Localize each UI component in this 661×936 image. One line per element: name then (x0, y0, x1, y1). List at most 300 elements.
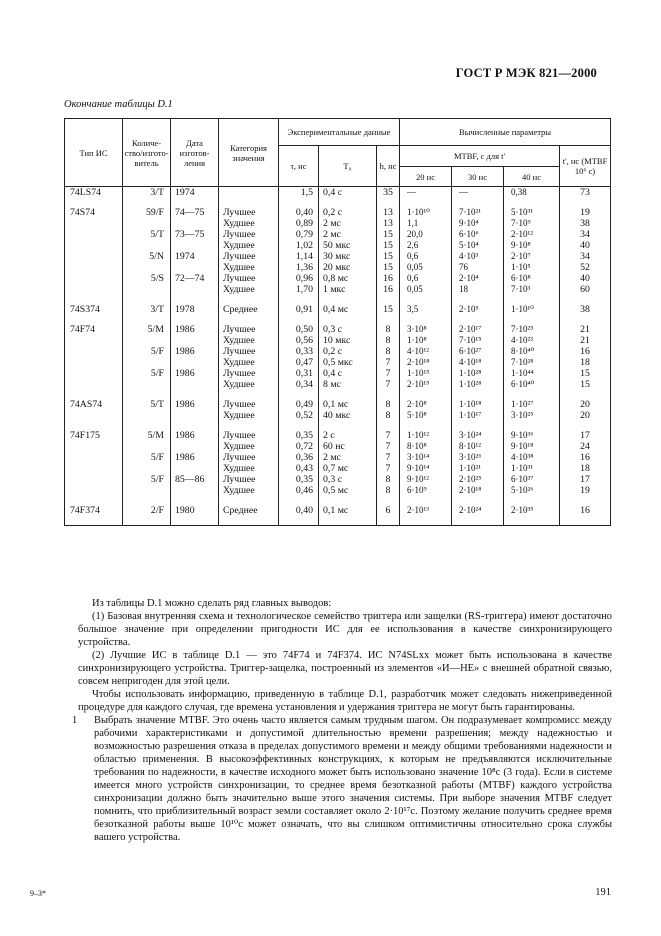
cell-mtbf-30ns: 1·10¹⁷ (452, 410, 504, 421)
cell-t0 (319, 295, 377, 304)
cell-mtbf-20ns: 0,05 (400, 284, 452, 295)
cell-mtbf-30ns: 2·10²⁵ (452, 474, 504, 485)
table-caption: Окончание таблицы D.1 (64, 99, 173, 110)
table-row (65, 251, 611, 262)
cell-mtbf-40ns (504, 516, 560, 526)
cell-tprime (560, 295, 611, 304)
cell-tau: 0,91 (279, 304, 319, 315)
cell-date: 1986 (171, 399, 219, 410)
cell-qty: 3/T (123, 304, 171, 315)
cell-mtbf-20ns (400, 198, 452, 207)
cell-mtbf-20ns: 4·10¹² (400, 346, 452, 357)
cell-mtbf-40ns (504, 315, 560, 324)
cell-mtbf-20ns (400, 295, 452, 304)
cell-t0: 0,2 с (319, 346, 377, 357)
cell-t0: 2 мс (319, 218, 377, 229)
cell-tprime: 73 (560, 187, 611, 199)
cell-category: Худшее (219, 357, 279, 368)
paragraph-text: Чтобы использовать информацию, приведенную в таблице D.1, разработчик может следовать нижеприведенной процедуре для каждого случая, где времена установления и удержания триггера не могут быть гарантированы. (78, 689, 612, 713)
cell-type (65, 485, 123, 496)
cell-tprime (560, 421, 611, 430)
footer-mark: 9–3* (30, 889, 46, 898)
cell-qty (123, 485, 171, 496)
cell-type (65, 198, 123, 207)
cell-date (171, 284, 219, 295)
cell-date (171, 295, 219, 304)
cell-date: 1974 (171, 251, 219, 262)
cell-tau: 0,40 (279, 505, 319, 516)
cell-mtbf-30ns: 6·10²⁷ (452, 346, 504, 357)
cell-t0: 0,4 мс (319, 304, 377, 315)
cell-mtbf-30ns: 3·10²⁴ (452, 430, 504, 441)
table-row (65, 262, 611, 273)
cell-tau (279, 421, 319, 430)
cell-t0: 2 с (319, 430, 377, 441)
table-row (65, 441, 611, 452)
cell-h: 7 (377, 452, 400, 463)
cell-tau: 0,52 (279, 410, 319, 421)
cell-type (65, 315, 123, 324)
cell-t0: 0,3 с (319, 474, 377, 485)
table-spacer-row (65, 198, 611, 207)
cell-h: 13 (377, 207, 400, 218)
body-text (72, 597, 612, 844)
cell-date: 74—75 (171, 207, 219, 218)
header-t0: T₀ (319, 146, 377, 187)
cell-mtbf-30ns: 76 (452, 262, 504, 273)
cell-tau: 0,40 (279, 207, 319, 218)
cell-mtbf-30ns (452, 198, 504, 207)
header-tprime: t', нс (MTBF 10⁶ с) (560, 146, 611, 187)
cell-category: Худшее (219, 485, 279, 496)
header-qty: Количе-ство/изгото-витель (123, 119, 171, 187)
table-row (65, 485, 611, 496)
table-row (65, 399, 611, 410)
cell-tau: 1,5 (279, 187, 319, 199)
cell-tau: 0,72 (279, 441, 319, 452)
cell-mtbf-20ns: 20,0 (400, 229, 452, 240)
cell-mtbf-40ns: 1·10¹⁰ (504, 304, 560, 315)
cell-qty (123, 379, 171, 390)
cell-tau: 1,02 (279, 240, 319, 251)
cell-type: 74LS74 (65, 187, 123, 199)
cell-date (171, 410, 219, 421)
header-mtbf: MTBF, с для t' (400, 146, 560, 167)
cell-mtbf-30ns (452, 295, 504, 304)
cell-type (65, 379, 123, 390)
cell-date: 73—75 (171, 229, 219, 240)
cell-t0: 2 мс (319, 452, 377, 463)
cell-tprime: 16 (560, 452, 611, 463)
cell-h (377, 295, 400, 304)
cell-h: 7 (377, 368, 400, 379)
cell-date (171, 390, 219, 399)
cell-category: Лучшее (219, 430, 279, 441)
cell-category: Худшее (219, 379, 279, 390)
cell-date: 1986 (171, 430, 219, 441)
cell-h (377, 421, 400, 430)
cell-h: 8 (377, 346, 400, 357)
cell-tprime: 18 (560, 357, 611, 368)
cell-tau: 0,31 (279, 368, 319, 379)
cell-tau: 0,36 (279, 452, 319, 463)
cell-t0: 40 мкс (319, 410, 377, 421)
cell-category: Лучшее (219, 207, 279, 218)
cell-mtbf-30ns: 6·10⁶ (452, 229, 504, 240)
cell-category: Худшее (219, 463, 279, 474)
cell-type (65, 284, 123, 295)
cell-tprime: 15 (560, 368, 611, 379)
cell-type (65, 346, 123, 357)
cell-date: 85—86 (171, 474, 219, 485)
cell-tau: 0,56 (279, 335, 319, 346)
cell-type: 74F74 (65, 324, 123, 335)
cell-t0: 0,1 мс (319, 399, 377, 410)
cell-qty: 5/M (123, 324, 171, 335)
header-date: Дата изготов-ления (171, 119, 219, 187)
cell-type (65, 273, 123, 284)
table-row (65, 273, 611, 284)
cell-category: Лучшее (219, 273, 279, 284)
cell-qty: 59/F (123, 207, 171, 218)
cell-tau (279, 315, 319, 324)
header-tau: τ, нс (279, 146, 319, 187)
cell-mtbf-20ns: 1·10⁸ (400, 335, 452, 346)
cell-tau: 1,70 (279, 284, 319, 295)
cell-mtbf-20ns (400, 496, 452, 505)
cell-tprime: 40 (560, 273, 611, 284)
cell-tprime (560, 198, 611, 207)
cell-mtbf-40ns: 9·10⁸ (504, 240, 560, 251)
cell-h: 13 (377, 218, 400, 229)
cell-mtbf-40ns: 2·10¹² (504, 229, 560, 240)
cell-t0: 0,4 с (319, 187, 377, 199)
cell-category (219, 198, 279, 207)
cell-qty (123, 390, 171, 399)
cell-qty (123, 410, 171, 421)
cell-mtbf-20ns: 1,1 (400, 218, 452, 229)
cell-mtbf-40ns: 6·10⁴⁰ (504, 379, 560, 390)
cell-mtbf-40ns: 5·10²⁶ (504, 485, 560, 496)
cell-tau: 0,46 (279, 485, 319, 496)
cell-mtbf-40ns: 6·10⁸ (504, 273, 560, 284)
cell-tprime: 19 (560, 207, 611, 218)
cell-mtbf-20ns: 0,05 (400, 262, 452, 273)
cell-tprime: 17 (560, 474, 611, 485)
cell-h: 15 (377, 262, 400, 273)
cell-mtbf-40ns: 7·10³ (504, 284, 560, 295)
cell-date: 1986 (171, 324, 219, 335)
table-row (65, 218, 611, 229)
paragraph-text: Из таблицы D.1 можно сделать ряд главных выводов: (92, 598, 332, 609)
cell-tprime: 38 (560, 304, 611, 315)
cell-category: Лучшее (219, 346, 279, 357)
cell-qty: 5/F (123, 368, 171, 379)
header-20ns: 20 нс (400, 167, 452, 187)
cell-qty: 5/F (123, 474, 171, 485)
cell-mtbf-20ns: 1·10¹⁰ (400, 207, 452, 218)
cell-qty (123, 421, 171, 430)
cell-mtbf-20ns (400, 315, 452, 324)
cell-tprime: 40 (560, 240, 611, 251)
cell-date (171, 262, 219, 273)
cell-mtbf-40ns: 4·10³⁸ (504, 452, 560, 463)
cell-tprime: 34 (560, 229, 611, 240)
cell-mtbf-40ns (504, 390, 560, 399)
paragraph (78, 610, 612, 649)
table-row (65, 410, 611, 421)
table-body (65, 187, 611, 526)
table-row (65, 229, 611, 240)
paragraph-text: (2) Лучшие ИС в таблице D.1 — это 74F74 и 74F374. ИС N74SLxx может быть использована в качестве синхронизирующего устройства. Триггер-защелка, построенный из элементов «И—НЕ» с внешней обратной связью, совсем непригоден для этой цели. (78, 650, 612, 687)
header-30ns: 30 нс (452, 167, 504, 187)
cell-date (171, 463, 219, 474)
cell-type (65, 421, 123, 430)
cell-mtbf-20ns: 2·10⁸ (400, 399, 452, 410)
cell-qty: 5/S (123, 273, 171, 284)
paragraph-text: (1) Базовая внутренняя схема и технологическое семейство триггера или защелки (RS-триггера) имеют достаточно большое значение при определении пригодности ИС для ее использования в качестве синхронизирующего устройства. (78, 611, 612, 648)
cell-date (171, 198, 219, 207)
cell-tau: 0,79 (279, 229, 319, 240)
cell-mtbf-40ns: 9·10¹⁸ (504, 441, 560, 452)
cell-mtbf-20ns: 0,6 (400, 251, 452, 262)
cell-h (377, 198, 400, 207)
cell-mtbf-30ns: — (452, 187, 504, 199)
cell-mtbf-40ns: 4·10²³ (504, 335, 560, 346)
table-row (65, 187, 611, 199)
cell-category (219, 295, 279, 304)
table-spacer-row (65, 421, 611, 430)
cell-type (65, 410, 123, 421)
table-row (65, 346, 611, 357)
cell-date (171, 485, 219, 496)
cell-tau (279, 496, 319, 505)
cell-type: 74AS74 (65, 399, 123, 410)
cell-qty: 5/F (123, 452, 171, 463)
cell-category: Лучшее (219, 251, 279, 262)
cell-date (171, 357, 219, 368)
cell-qty (123, 516, 171, 526)
cell-qty (123, 335, 171, 346)
cell-h: 7 (377, 430, 400, 441)
cell-qty (123, 295, 171, 304)
cell-tau: 1,36 (279, 262, 319, 273)
cell-qty (123, 441, 171, 452)
cell-tprime: 21 (560, 324, 611, 335)
cell-mtbf-40ns: 7·10²⁵ (504, 324, 560, 335)
cell-mtbf-20ns: 2·10¹³ (400, 505, 452, 516)
table-row (65, 430, 611, 441)
cell-category: Лучшее (219, 229, 279, 240)
cell-mtbf-30ns (452, 315, 504, 324)
cell-t0: 0,3 с (319, 324, 377, 335)
cell-date (171, 496, 219, 505)
table-row (65, 474, 611, 485)
cell-mtbf-20ns: 6·10⁹ (400, 485, 452, 496)
cell-mtbf-40ns (504, 496, 560, 505)
cell-h (377, 315, 400, 324)
cell-date (171, 218, 219, 229)
cell-tprime: 19 (560, 485, 611, 496)
table-spacer-row (65, 295, 611, 304)
cell-category: Среднее (219, 304, 279, 315)
cell-tprime: 18 (560, 463, 611, 474)
cell-mtbf-40ns (504, 198, 560, 207)
cell-category: Лучшее (219, 324, 279, 335)
cell-h (377, 390, 400, 399)
cell-date: 1978 (171, 304, 219, 315)
cell-qty (123, 463, 171, 474)
cell-type (65, 516, 123, 526)
cell-mtbf-40ns: 9·10³⁶ (504, 430, 560, 441)
cell-h: 8 (377, 399, 400, 410)
cell-category (219, 496, 279, 505)
cell-date: 1986 (171, 368, 219, 379)
cell-tprime (560, 390, 611, 399)
header-experimental: Экспериментальные данные (279, 119, 400, 146)
table-spacer-row (65, 496, 611, 505)
cell-mtbf-40ns: 2·10³⁵ (504, 505, 560, 516)
table-row (65, 505, 611, 516)
cell-tprime: 60 (560, 284, 611, 295)
cell-date (171, 379, 219, 390)
paragraph (78, 649, 612, 688)
cell-t0: 0,1 мс (319, 505, 377, 516)
cell-h: 15 (377, 304, 400, 315)
cell-mtbf-20ns (400, 516, 452, 526)
cell-h: 8 (377, 410, 400, 421)
cell-t0: 0,7 мс (319, 463, 377, 474)
cell-qty (123, 496, 171, 505)
cell-mtbf-40ns: 0,38 (504, 187, 560, 199)
cell-h (377, 496, 400, 505)
cell-tau: 0,50 (279, 324, 319, 335)
cell-mtbf-40ns: 1·10⁴⁴ (504, 368, 560, 379)
cell-category: Лучшее (219, 474, 279, 485)
cell-tau (279, 390, 319, 399)
header-type: Тип ИС (65, 119, 123, 187)
cell-mtbf-30ns: 1·10¹⁸ (452, 399, 504, 410)
cell-mtbf-30ns: 4·10¹⁸ (452, 357, 504, 368)
cell-t0 (319, 315, 377, 324)
table-spacer-row (65, 516, 611, 526)
cell-mtbf-30ns: 8·10¹² (452, 441, 504, 452)
cell-category: Среднее (219, 505, 279, 516)
cell-mtbf-20ns: 2·10¹⁸ (400, 357, 452, 368)
cell-h: 7 (377, 463, 400, 474)
cell-mtbf-20ns: 1·10¹⁵ (400, 368, 452, 379)
cell-h: 8 (377, 474, 400, 485)
cell-h: 6 (377, 505, 400, 516)
cell-t0: 8 мс (319, 379, 377, 390)
cell-h: 16 (377, 284, 400, 295)
cell-type (65, 390, 123, 399)
cell-t0 (319, 198, 377, 207)
cell-tau: 0,47 (279, 357, 319, 368)
cell-tprime: 15 (560, 379, 611, 390)
cell-tau: 0,34 (279, 379, 319, 390)
cell-t0: 0,5 мс (319, 485, 377, 496)
cell-t0: 1 мкс (319, 284, 377, 295)
header-h: h, нс (377, 146, 400, 187)
table-row (65, 304, 611, 315)
cell-tprime: 38 (560, 218, 611, 229)
cell-type (65, 496, 123, 505)
cell-mtbf-30ns: 2·10⁴ (452, 273, 504, 284)
cell-type (65, 368, 123, 379)
cell-type (65, 295, 123, 304)
header-40ns: 40 нс (504, 167, 560, 187)
cell-mtbf-40ns: 1·10³¹ (504, 463, 560, 474)
cell-category (219, 421, 279, 430)
cell-category: Худшее (219, 262, 279, 273)
cell-category (219, 315, 279, 324)
header-calculated: Вычисленные параметры (400, 119, 611, 146)
cell-tprime: 52 (560, 262, 611, 273)
cell-category: Лучшее (219, 399, 279, 410)
cell-date: 1974 (171, 187, 219, 199)
cell-type (65, 262, 123, 273)
cell-t0: 50 мкс (319, 240, 377, 251)
cell-mtbf-30ns: 3·10²⁶ (452, 452, 504, 463)
cell-h: 35 (377, 187, 400, 199)
cell-type (65, 463, 123, 474)
cell-qty: 5/M (123, 430, 171, 441)
cell-t0 (319, 516, 377, 526)
cell-h: 16 (377, 273, 400, 284)
cell-tau: 0,35 (279, 474, 319, 485)
cell-h: 8 (377, 335, 400, 346)
cell-qty: 5/T (123, 399, 171, 410)
cell-tprime (560, 496, 611, 505)
cell-qty (123, 262, 171, 273)
cell-mtbf-30ns: 1·10²⁸ (452, 368, 504, 379)
cell-mtbf-30ns: 7·10¹⁵ (452, 335, 504, 346)
table-row (65, 284, 611, 295)
cell-mtbf-20ns: 3·10¹⁴ (400, 452, 452, 463)
cell-category: Худшее (219, 284, 279, 295)
paragraph (78, 597, 612, 610)
cell-tprime: 16 (560, 505, 611, 516)
cell-mtbf-40ns: 7·10⁹ (504, 218, 560, 229)
cell-date: 1986 (171, 452, 219, 463)
cell-type (65, 218, 123, 229)
cell-mtbf-30ns: 4·10³ (452, 251, 504, 262)
list-number: 1 (72, 715, 78, 726)
cell-mtbf-30ns: 18 (452, 284, 504, 295)
cell-mtbf-20ns: 0,6 (400, 273, 452, 284)
cell-type: 74F175 (65, 430, 123, 441)
cell-mtbf-30ns: 5·10⁴ (452, 240, 504, 251)
cell-h: 8 (377, 485, 400, 496)
cell-category (219, 516, 279, 526)
cell-category (219, 187, 279, 199)
cell-tau (279, 198, 319, 207)
cell-t0 (319, 421, 377, 430)
cell-date (171, 516, 219, 526)
cell-mtbf-20ns (400, 390, 452, 399)
cell-mtbf-30ns: 7·10²¹ (452, 207, 504, 218)
cell-tau: 0,49 (279, 399, 319, 410)
cell-category: Худшее (219, 441, 279, 452)
cell-t0: 0,5 мкс (319, 357, 377, 368)
table-spacer-row (65, 315, 611, 324)
cell-mtbf-40ns (504, 421, 560, 430)
cell-mtbf-40ns: 8·10⁴⁰ (504, 346, 560, 357)
table-row (65, 324, 611, 335)
cell-mtbf-30ns (452, 421, 504, 430)
cell-category: Лучшее (219, 368, 279, 379)
